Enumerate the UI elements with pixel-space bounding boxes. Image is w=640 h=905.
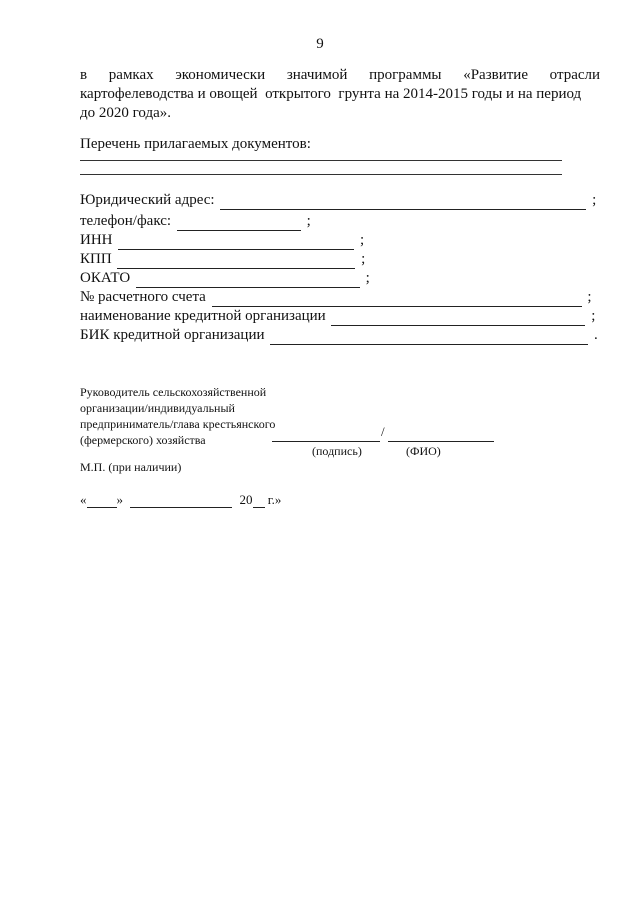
account-label: № расчетного счета <box>80 289 206 305</box>
date-quote: » <box>116 492 123 507</box>
kpp-label: КПП <box>80 251 112 267</box>
intro-paragraph <box>80 66 600 123</box>
account-input[interactable] <box>212 291 582 307</box>
kpp-field <box>80 249 365 269</box>
intro-word: рамках <box>108 67 154 83</box>
account-field <box>80 287 592 307</box>
bik-input[interactable] <box>270 329 588 345</box>
signature-caption: (подпись) <box>312 444 362 458</box>
inn-label: ИНН <box>80 232 113 248</box>
full-name-input[interactable] <box>388 427 494 442</box>
full-name-caption: (ФИО) <box>406 444 441 458</box>
punctuation: ; <box>591 308 596 324</box>
intro-line-1 <box>80 66 600 85</box>
intro-word: экономически <box>175 67 266 83</box>
stamp-place-note: М.П. (при наличии) <box>80 460 182 474</box>
date-year-prefix: 20 <box>239 492 253 507</box>
date-month-input[interactable] <box>130 495 232 508</box>
inn-field <box>80 230 364 250</box>
punctuation: ; <box>365 270 370 286</box>
kpp-input[interactable] <box>117 253 355 269</box>
bik-label: БИК кредитной организации <box>80 327 265 343</box>
intro-word: значимой <box>286 67 348 83</box>
punctuation: ; <box>361 251 366 267</box>
document-list-line[interactable] <box>80 160 562 161</box>
intro-word: отрасли <box>549 67 601 83</box>
bik-field <box>80 325 598 345</box>
punctuation: . <box>594 327 598 343</box>
date-year-input[interactable] <box>253 495 265 508</box>
document-list-line[interactable] <box>80 174 562 175</box>
date-suffix: г.» <box>264 492 282 507</box>
intro-line-2: картофелеводства и овощей открытого грунта на 2014-2015 годы и на период <box>80 86 582 102</box>
legal-address-label: Юридический адрес: <box>80 192 215 208</box>
punctuation: ; <box>306 213 311 229</box>
date-field <box>80 492 281 508</box>
signatory-title <box>80 384 275 448</box>
phone-fax-label: телефон/факс: <box>80 213 172 229</box>
signature-input[interactable] <box>272 427 380 442</box>
punctuation: ; <box>592 192 597 208</box>
date-day-input[interactable] <box>87 495 117 508</box>
signature-separator: / <box>381 424 385 439</box>
page-number: 9 <box>316 36 324 52</box>
phone-fax-field <box>80 211 311 231</box>
date-quote: « <box>80 492 87 507</box>
punctuation: ; <box>360 232 365 248</box>
bank-name-label: наименование кредитной организации <box>80 308 326 324</box>
legal-address-field <box>80 190 596 210</box>
signatory-line: (фермерского) хозяйства <box>80 433 206 447</box>
intro-line-3: до 2020 года». <box>80 105 172 121</box>
inn-input[interactable] <box>118 234 354 250</box>
okato-label: ОКАТО <box>80 270 131 286</box>
legal-address-input[interactable] <box>220 194 586 210</box>
intro-word: «Развитие <box>463 67 528 83</box>
signatory-line: организации/индивидуальный <box>80 401 235 415</box>
documents-heading: Перечень прилагаемых документов: <box>80 136 311 152</box>
okato-input[interactable] <box>136 272 360 288</box>
okato-field <box>80 268 370 288</box>
punctuation: ; <box>587 289 592 305</box>
intro-word: в <box>80 67 88 83</box>
bank-name-field <box>80 306 595 326</box>
signatory-line: Руководитель сельскохозяйственной <box>80 385 267 399</box>
bank-name-input[interactable] <box>331 310 585 326</box>
phone-fax-input[interactable] <box>177 215 301 231</box>
intro-word: программы <box>369 67 442 83</box>
signatory-line: предприниматель/глава крестьянского <box>80 417 276 431</box>
